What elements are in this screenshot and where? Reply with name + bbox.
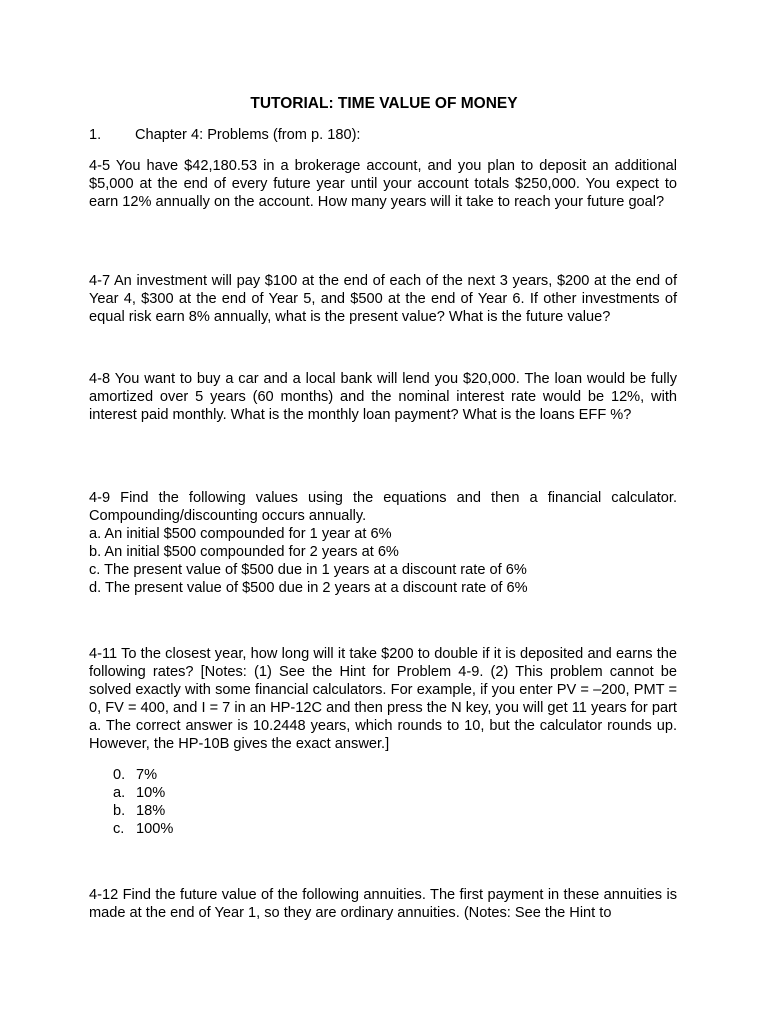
problem-4-11-text: 4-11 To the closest year, how long will it take $200 to double if it is deposited and earns the following rates? [Notes: (1) See the Hint for Problem 4-9. (2) This problem cannot be solved exactly with some financial calculators. For example, if you enter PV = –200, PMT = 0, FV = 400, and I = 7 in an HP-12C and then press the N key, you will get 11 years for part a. The correct answer is 10.2448 years, which rounds to 10, but the calculator rounds up. However, the HP-10B gives the exact answer.] xyxy=(89,646,677,752)
problem-4-9-item: c. The present value of $500 due in 1 years at a discount rate of 6% xyxy=(89,562,527,578)
problem-4-8 xyxy=(89,370,677,424)
problem-4-9-item: a. An initial $500 compounded for 1 year at 6% xyxy=(89,526,392,542)
list-item xyxy=(113,784,173,802)
problem-4-11-answer-list xyxy=(113,766,173,838)
list-item xyxy=(113,802,173,820)
problem-4-12-text: 4-12 Find the future value of the following annuities. The first payment in these annuities is made at the end of Year 1, so they are ordinary annuities. (Notes: See the Hint to xyxy=(89,887,677,921)
problem-4-9-item: b. An initial $500 compounded for 2 years at 6% xyxy=(89,544,399,560)
answer-label: 0. xyxy=(113,767,126,783)
problem-4-8-text: 4-8 You want to buy a car and a local bank will lend you $20,000. The loan would be fully amortized over 5 years (60 months) and the nominal interest rate would be 12%, with interest paid monthly. What is the monthly loan payment? What is the loans EFF %? xyxy=(89,371,677,423)
problem-4-5-text: 4-5 You have $42,180.53 in a brokerage account, and you plan to deposit an additional $5,000 at the end of every future year until your account totals $250,000. You expect to earn 12% annually on the account. How many years will it take to reach your future goal? xyxy=(89,158,677,210)
answer-value: 18% xyxy=(136,803,166,819)
problem-4-7-text: 4-7 An investment will pay $100 at the end of each of the next 3 years, $200 at the end of Year 4, $300 at the end of Year 5, and $500 at the end of Year 6. If other investments of equal risk earn 8% annually, what is the present value? What is the future value? xyxy=(89,273,677,325)
page-title: TUTORIAL: TIME VALUE OF MONEY xyxy=(250,95,518,112)
answer-value: 100% xyxy=(136,821,174,837)
problem-4-5 xyxy=(89,157,677,211)
answer-value: 10% xyxy=(136,785,166,801)
problem-4-9-item: d. The present value of $500 due in 2 years at a discount rate of 6% xyxy=(89,580,528,596)
list-item xyxy=(113,820,173,838)
answer-label: a. xyxy=(113,785,126,801)
answer-value: 7% xyxy=(136,767,158,783)
problem-4-11 xyxy=(89,645,677,753)
problem-4-9 xyxy=(89,489,677,597)
problem-4-9-intro: 4-9 Find the following values using the equations and then a financial calculator. Compounding/discounting occurs annually. xyxy=(89,490,677,524)
problem-4-7 xyxy=(89,272,677,326)
answer-label: b. xyxy=(113,803,126,819)
section-number: 1. xyxy=(89,127,102,143)
answer-label: c. xyxy=(113,821,125,837)
section-heading xyxy=(89,126,360,145)
list-item xyxy=(113,766,173,784)
section-label: Chapter 4: Problems (from p. 180): xyxy=(135,127,361,143)
problem-4-12 xyxy=(89,886,677,922)
